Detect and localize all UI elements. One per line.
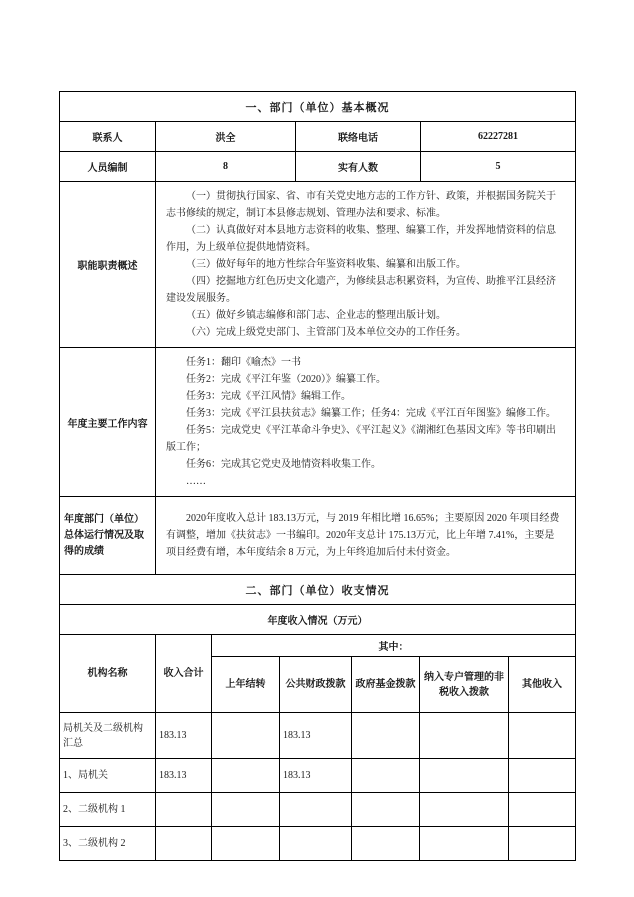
gov-fund-header: 政府基金拨款 [352, 657, 420, 713]
contact-phone-value: 62227281 [421, 122, 576, 152]
nontax-income-cell [420, 827, 509, 861]
income-table [59, 574, 576, 861]
income-subtitle-row [60, 605, 576, 635]
duty-paragraph: （一）贯彻执行国家、省、市有关党史地方志的工作方针、政策，并根据国务院关于志书修续的规定，制订本县修志规划、管理办法和要求、标准。 [166, 191, 556, 219]
nontax-income-cell [420, 713, 509, 759]
task-line: 任务1：翻印《喻杰》一书 [186, 357, 301, 368]
org-name-header: 机构名称 [60, 635, 156, 713]
public-finance-header: 公共财政拨款 [280, 657, 352, 713]
income-total-cell [156, 827, 212, 861]
table-row [60, 793, 576, 827]
staffing-row [60, 152, 576, 182]
basic-overview-table [59, 91, 576, 575]
section2-title: 二、部门（单位）收支情况 [60, 575, 576, 605]
contact-person-label: 联系人 [60, 122, 156, 152]
staffing-label: 人员编制 [60, 152, 156, 182]
other-income-cell [509, 759, 576, 793]
duty-paragraph: （六）完成上级党史部门、主管部门及本单位交办的工作任务。 [186, 327, 466, 338]
contact-person-value: 洪全 [156, 122, 296, 152]
carryover-cell [212, 827, 280, 861]
section2-title-row [60, 575, 576, 605]
income-total-cell: 183.13 [156, 713, 212, 759]
nontax-income-cell [420, 759, 509, 793]
performance-content [156, 497, 576, 575]
gov-fund-cell [352, 793, 420, 827]
other-income-cell [509, 827, 576, 861]
table-row [60, 759, 576, 793]
income-header-row-1 [60, 635, 576, 657]
performance-row [60, 497, 576, 575]
income-subtitle: 年度收入情况（万元） [60, 605, 576, 635]
public-finance-cell: 183.13 [280, 713, 352, 759]
gov-fund-cell [352, 759, 420, 793]
performance-label: 年度部门（单位）总体运行情况及取得的成绩 [60, 497, 156, 575]
annual-work-content [156, 348, 576, 497]
duties-label: 职能职责概述 [60, 182, 156, 348]
carryover-cell [212, 759, 280, 793]
section1-title: 一、部门（单位）基本概况 [60, 92, 576, 122]
carryover-cell [212, 793, 280, 827]
task-line: …… [186, 476, 206, 487]
nontax-income-cell [420, 793, 509, 827]
annual-work-row [60, 348, 576, 497]
duties-row [60, 182, 576, 348]
other-income-cell [509, 713, 576, 759]
staffing-value: 8 [156, 152, 296, 182]
section1-title-row [60, 92, 576, 122]
report-document [59, 91, 575, 861]
public-finance-cell [280, 793, 352, 827]
task-line: 任务3：完成《平江县扶贫志》编纂工作；任务4：完成《平江百年图鉴》编修工作。 [186, 408, 556, 419]
org-name-cell: 1、局机关 [60, 759, 156, 793]
org-name-cell: 局机关及二级机构汇总 [60, 713, 156, 759]
task-line: 任务3：完成《平江风情》编辑工作。 [186, 391, 351, 402]
income-total-header: 收入合计 [156, 635, 212, 713]
table-row [60, 827, 576, 861]
income-total-cell [156, 793, 212, 827]
gov-fund-cell [352, 713, 420, 759]
performance-text: 2020年度收入总计 183.13万元，与 2019 年相比增 16.65%；主要原因 2020 年项目经费有调整，增加《扶贫志》一书编印。2020年支总计 175.13万元，比上年增 7.41%，主要是项目经费有增，本年度结余 8 万元，为上年终追加后付未付资金。 [166, 513, 560, 558]
among-which-header: 其中： [212, 635, 576, 657]
duty-paragraph: （三）做好每年的地方性综合年鉴资料收集、编纂和出版工作。 [186, 259, 466, 270]
nontax-income-header: 纳入专户管理的非税收入拨款 [420, 657, 509, 713]
org-name-cell: 3、二级机构 2 [60, 827, 156, 861]
contact-row [60, 122, 576, 152]
gov-fund-cell [352, 827, 420, 861]
other-income-cell [509, 793, 576, 827]
contact-phone-label: 联络电话 [296, 122, 421, 152]
carryover-cell [212, 713, 280, 759]
actual-headcount-label: 实有人数 [296, 152, 421, 182]
actual-headcount-value: 5 [421, 152, 576, 182]
duty-paragraph: （四）挖掘地方红色历史文化遗产，为修续县志积累资料，为宣传、助推平江县经济建设发展服务。 [166, 276, 556, 304]
task-line: 任务6：完成其它党史及地情资料收集工作。 [186, 459, 381, 470]
income-total-cell: 183.13 [156, 759, 212, 793]
annual-work-label: 年度主要工作内容 [60, 348, 156, 497]
duty-paragraph: （二）认真做好对本县地方志资料的收集、整理、编纂工作，并发挥地情资料的信息作用，为上级单位提供地情资料。 [166, 225, 556, 253]
org-name-cell: 2、二级机构 1 [60, 793, 156, 827]
public-finance-cell [280, 827, 352, 861]
duty-paragraph: （五）做好乡镇志编修和部门志、企业志的整理出版计划。 [186, 310, 446, 321]
table-row [60, 713, 576, 759]
public-finance-cell: 183.13 [280, 759, 352, 793]
duties-content [156, 182, 576, 348]
task-line: 任务5：完成党史《平江革命斗争史》、《平江起义》《湖湘红色基因文库》等书印刷出版工作； [166, 425, 556, 453]
other-income-header: 其他收入 [509, 657, 576, 713]
task-line: 任务2：完成《平江年鉴（2020）》编纂工作。 [186, 374, 386, 385]
carryover-header: 上年结转 [212, 657, 280, 713]
